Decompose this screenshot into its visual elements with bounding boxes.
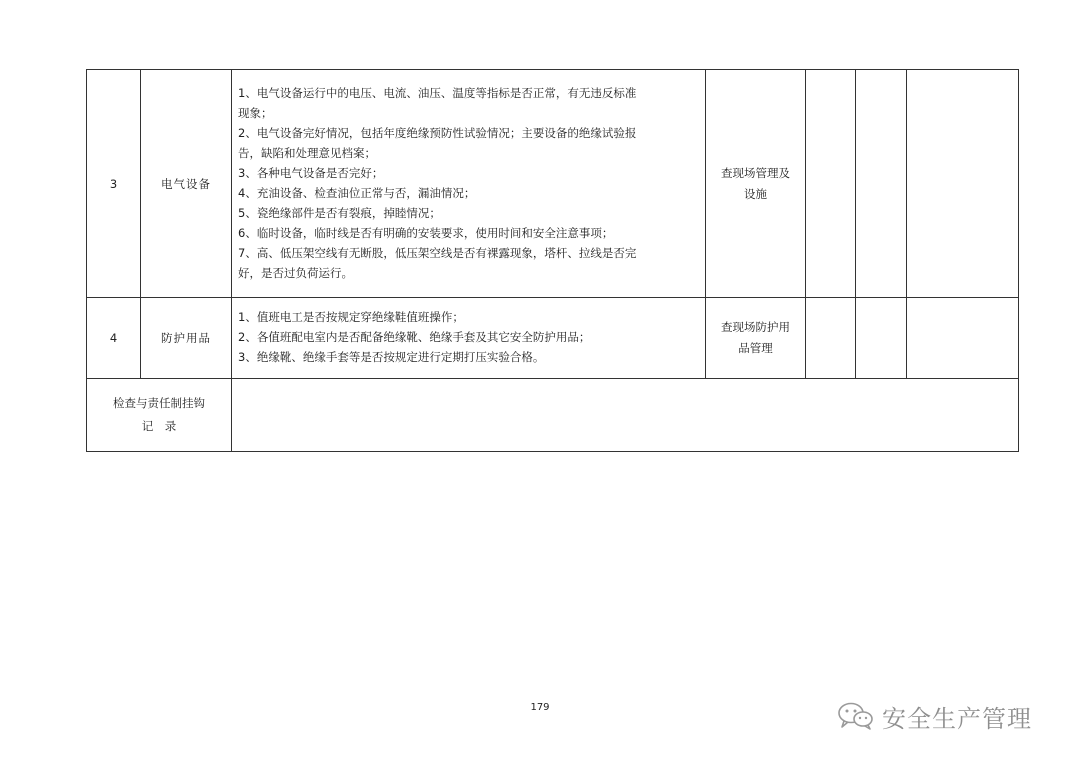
- table-row: [87, 70, 1019, 298]
- content-line: 3、绝缘靴、绝缘手套等是否按规定进行定期打压实验合格。: [238, 350, 545, 364]
- check-item: 防护用品: [141, 298, 232, 379]
- check-item: 电气设备: [141, 70, 232, 298]
- check-method: [706, 70, 806, 298]
- row-number: 3: [87, 70, 141, 298]
- method-line: 设施: [744, 186, 767, 201]
- inspection-table: [86, 69, 1019, 452]
- content-line: 4、充油设备、检查油位正常与否，漏油情况；: [238, 185, 476, 200]
- content-line: 好，是否过负荷运行。: [238, 265, 353, 280]
- method-line: 品管理: [738, 341, 773, 355]
- content-line: 现象；: [238, 105, 273, 120]
- content-line: 2、各值班配电室内是否配备绝缘靴、绝缘手套及其它安全防护用品；: [238, 330, 591, 344]
- method-line: 查现场管理及: [721, 165, 790, 180]
- record-label-line: 记 录: [141, 419, 177, 433]
- content-line: 1、电气设备运行中的电压、电流、油压、温度等指标是否正常，有无违反标准: [238, 85, 637, 100]
- empty-cell: [856, 298, 907, 379]
- empty-cell: [907, 298, 1019, 379]
- check-method: [706, 298, 806, 379]
- method-line: 查现场防护用: [721, 320, 790, 334]
- empty-cell: [907, 70, 1019, 298]
- wechat-icon: [836, 701, 876, 731]
- table-row: [87, 298, 1019, 379]
- content-line: 3、各种电气设备是否完好；: [238, 165, 384, 180]
- record-field: [232, 379, 1019, 452]
- empty-cell: [856, 70, 907, 298]
- watermark-text: 安全生产管理: [882, 704, 1032, 733]
- empty-cell: [806, 70, 856, 298]
- record-row: [87, 379, 1019, 452]
- check-content: [232, 298, 706, 379]
- content-line: 6、临时设备，临时线是否有明确的安装要求，使用时间和安全注意事项；: [238, 225, 614, 240]
- content-line: 2、电气设备完好情况，包括年度绝缘预防性试验情况；主要设备的绝缘试验报: [238, 125, 637, 140]
- record-label: [87, 379, 232, 452]
- page-number: 179: [530, 702, 550, 713]
- content-line: 1、值班电工是否按规定穿绝缘鞋值班操作；: [238, 310, 464, 324]
- watermark: [836, 700, 1032, 732]
- row-number: 4: [87, 298, 141, 379]
- check-content: [232, 70, 706, 298]
- content-line: 7、高、低压架空线有无断股，低压架空线是否有裸露现象，塔杆、拉线是否完: [238, 245, 637, 260]
- content-line: 5、瓷绝缘部件是否有裂痕，掉睦情况；: [238, 205, 441, 220]
- content-line: 告，缺陷和处理意见档案；: [238, 145, 376, 160]
- empty-cell: [806, 298, 856, 379]
- record-label-line: 检查与责任制挂钩: [113, 396, 205, 410]
